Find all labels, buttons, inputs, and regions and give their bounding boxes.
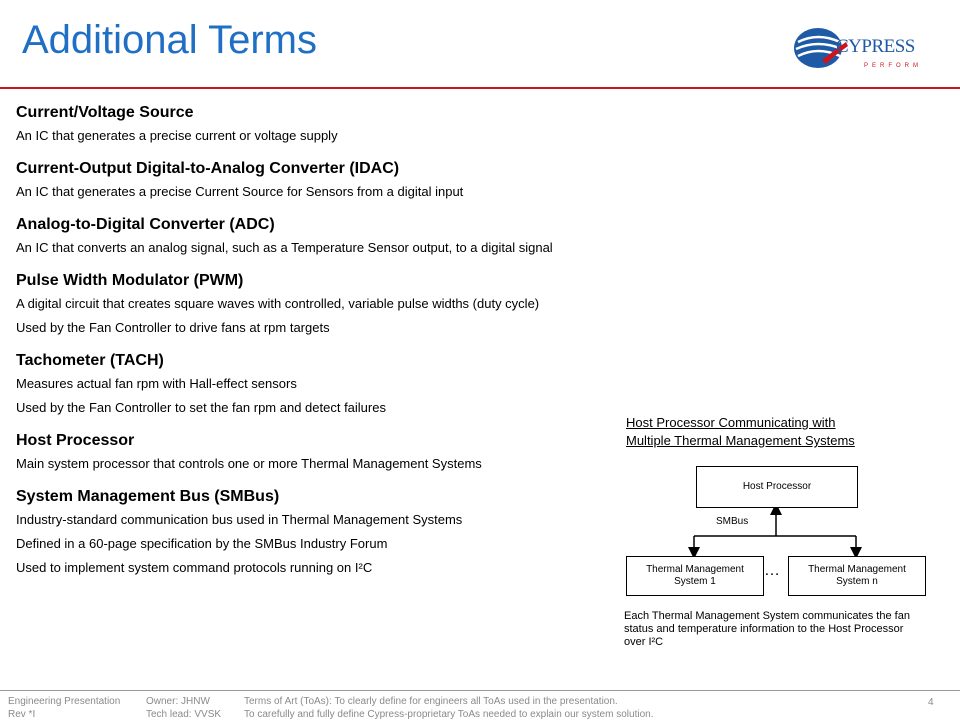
box-label: Thermal Management [646, 564, 744, 575]
term-description: Industry-standard communication bus used in Thermal Management Systems [16, 512, 463, 527]
term-description: An IC that converts an analog signal, such as a Temperature Sensor output, to a digital signal [16, 240, 553, 255]
term-tach [16, 350, 616, 420]
footer-text: Terms of Art (ToAs): To clearly define for engineers all ToAs used in the presentation. [244, 696, 618, 707]
term-heading: System Management Bus (SMBus) [16, 488, 280, 505]
term-description: Used by the Fan Controller to set the fan rpm and detect failures [16, 400, 386, 415]
term-idac [16, 158, 616, 204]
term-description: Defined in a 60-page specification by the SMBus Industry Forum [16, 536, 388, 551]
cypress-logo [792, 20, 924, 76]
box-label: System 1 [674, 576, 716, 587]
term-description: Measures actual fan rpm with Hall-effect sensors [16, 376, 297, 391]
term-description: Main system processor that controls one or more Thermal Management Systems [16, 456, 482, 471]
footer-text: Owner: JHNW [146, 696, 210, 707]
term-description: An IC that generates a precise current or voltage supply [16, 128, 338, 143]
term-heading: Tachometer (TACH) [16, 352, 164, 369]
footer-doc-info [8, 695, 120, 721]
footer-text: Rev *I [8, 709, 36, 720]
diagram-caption-line: Host Processor Communicating with [626, 415, 836, 430]
term-heading: Pulse Width Modulator (PWM) [16, 272, 244, 289]
term-description: Used to implement system command protocols running on I²C [16, 560, 373, 575]
term-current-voltage-source [16, 102, 616, 148]
diagram-note: Each Thermal Management System communicates the fan status and temperature information to the Host Processor over I²C [624, 610, 910, 648]
footer-purpose [244, 695, 653, 721]
page-title: Additional Terms [22, 18, 317, 62]
diagram-caption-line: Multiple Thermal Management Systems [626, 433, 855, 448]
logo-wordmark: CYPRESS [836, 36, 915, 57]
logo-tagline: PERFORM [864, 63, 922, 69]
term-heading: Current/Voltage Source [16, 104, 194, 121]
terms-list [16, 102, 616, 590]
footer-owner-info [146, 695, 221, 721]
term-description: Used by the Fan Controller to drive fans at rpm targets [16, 320, 330, 335]
smbus-label: SMBus [716, 516, 749, 527]
term-pwm [16, 270, 616, 340]
footer-divider [0, 690, 960, 691]
term-description: A digital circuit that creates square waves with controlled, variable pulse widths (duty cycle) [16, 296, 540, 311]
ellipsis: … [764, 562, 780, 579]
box-label: Thermal Management [808, 564, 906, 575]
title-divider [0, 87, 960, 89]
footer-text: Engineering Presentation [8, 696, 121, 707]
page-number: 4 [928, 697, 934, 708]
footer-text: To carefully and fully define Cypress-proprietary ToAs needed to explain our system solution. [244, 709, 654, 720]
term-heading: Analog-to-Digital Converter (ADC) [16, 216, 275, 233]
term-heading: Current-Output Digital-to-Analog Converter (IDAC) [16, 160, 400, 177]
term-smbus [16, 486, 616, 580]
footer-text: Tech lead: VVSK [146, 709, 222, 720]
box-label: System n [836, 576, 878, 587]
host-communication-diagram [600, 410, 940, 670]
thermal-system-n-box [788, 556, 926, 596]
term-adc [16, 214, 616, 260]
term-description: An IC that generates a precise Current Source for Sensors from a digital input [16, 184, 464, 199]
term-host-processor [16, 430, 616, 476]
thermal-system-1-box [626, 556, 764, 596]
term-heading: Host Processor [16, 432, 135, 449]
host-processor-box: Host Processor [696, 466, 858, 508]
